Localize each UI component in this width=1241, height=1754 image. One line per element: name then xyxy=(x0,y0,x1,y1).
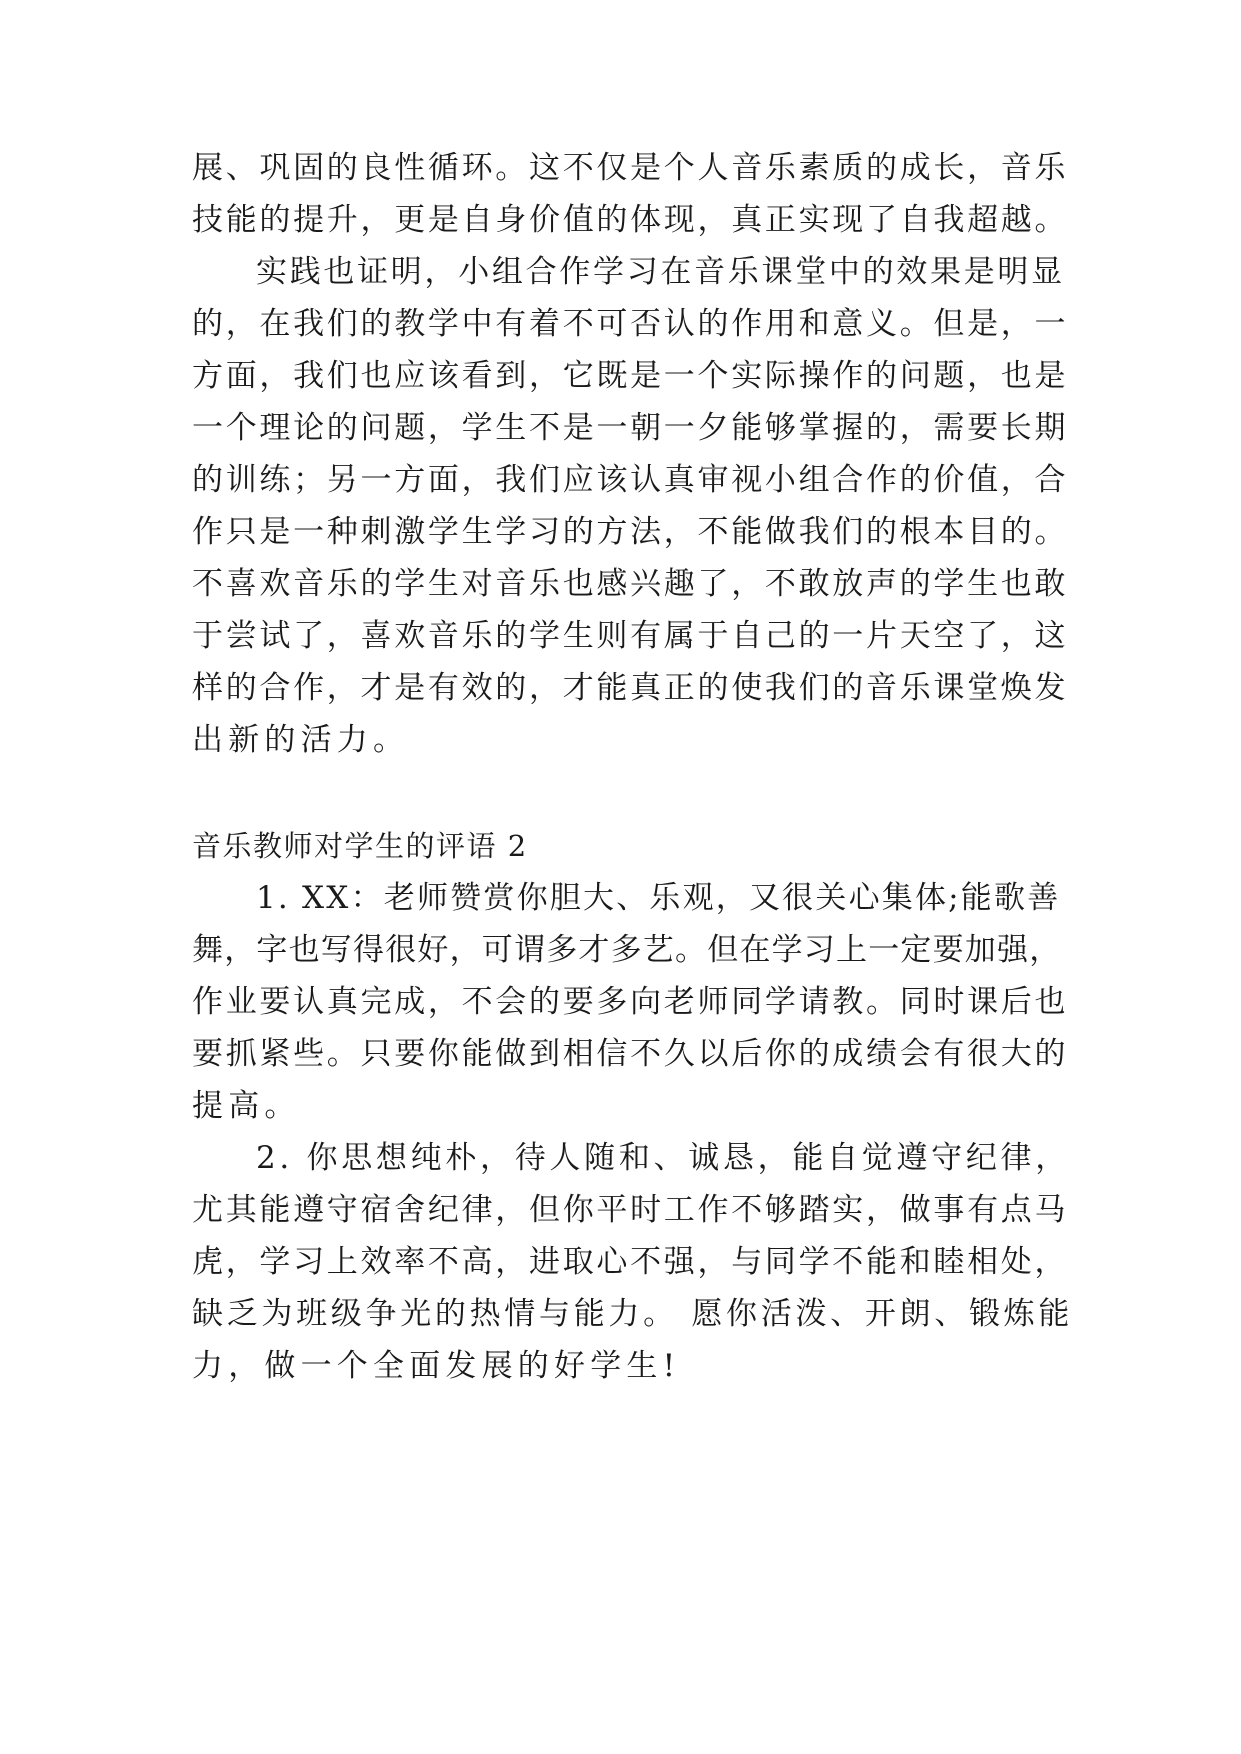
item-1-line-1: 1. XX：老师赞赏你胆大、乐观，又很关心集体;能歌善 xyxy=(256,880,1061,916)
paragraph-2-line-6: 作只是一种刺激学生学习的方法，不能做我们的根本目的。 xyxy=(192,514,1069,550)
paragraph-2-line-4: 一个理论的问题，学生不是一朝一夕能够掌握的，需要长期 xyxy=(192,410,1069,446)
item-2-line-3: 虎，学习上效率不高，进取心不强，与同学不能和睦相处， xyxy=(192,1244,1069,1280)
section-heading: 音乐教师对学生的评语 2 xyxy=(192,829,528,863)
paragraph-2-line-10: 出新的活力。 xyxy=(192,722,410,758)
item-1-line-5: 提高。 xyxy=(192,1088,301,1124)
paragraph-2-line-5: 的训练；另一方面，我们应该认真审视小组合作的价值，合 xyxy=(192,462,1069,498)
item-1-line-4: 要抓紧些。只要你能做到相信不久以后你的成绩会有很大的 xyxy=(192,1036,1069,1072)
paragraph-2-line-1: 实践也证明，小组合作学习在音乐课堂中的效果是明显 xyxy=(256,254,1065,290)
paragraph-2-line-3: 方面，我们也应该看到，它既是一个实际操作的问题，也是 xyxy=(192,358,1069,394)
item-2-line-4: 缺乏为班级争光的热情与能力。 愿你活泼、开朗、锻炼能 xyxy=(192,1296,1074,1332)
paragraph-2-line-8: 于尝试了，喜欢音乐的学生则有属于自己的一片天空了，这 xyxy=(192,618,1069,654)
item-1-line-3: 作业要认真完成，不会的要多向老师同学请教。同时课后也 xyxy=(192,984,1069,1020)
paragraph-1-line-1: 展、巩固的良性循环。这不仅是个人音乐素质的成长，音乐 xyxy=(192,150,1069,186)
paragraph-2-line-9: 样的合作，才是有效的，才能真正的使我们的音乐课堂焕发 xyxy=(192,670,1069,706)
item-2-line-5: 力，做一个全面发展的好学生! xyxy=(192,1348,681,1384)
paragraph-1-line-2: 技能的提升，更是自身价值的体现，真正实现了自我超越。 xyxy=(192,202,1069,238)
item-2-line-2: 尤其能遵守宿舍纪律，但你平时工作不够踏实，做事有点马 xyxy=(192,1192,1069,1228)
paragraph-2-line-7: 不喜欢音乐的学生对音乐也感兴趣了，不敢放声的学生也敢 xyxy=(192,566,1069,602)
item-1-line-2: 舞，字也写得很好，可谓多才多艺。但在学习上一定要加强， xyxy=(192,932,1062,968)
item-2-line-1: 2. 你思想纯朴，待人随和、诚恳，能自觉遵守纪律， xyxy=(256,1140,1070,1176)
paragraph-2-line-2: 的，在我们的教学中有着不可否认的作用和意义。但是，一 xyxy=(192,306,1069,342)
